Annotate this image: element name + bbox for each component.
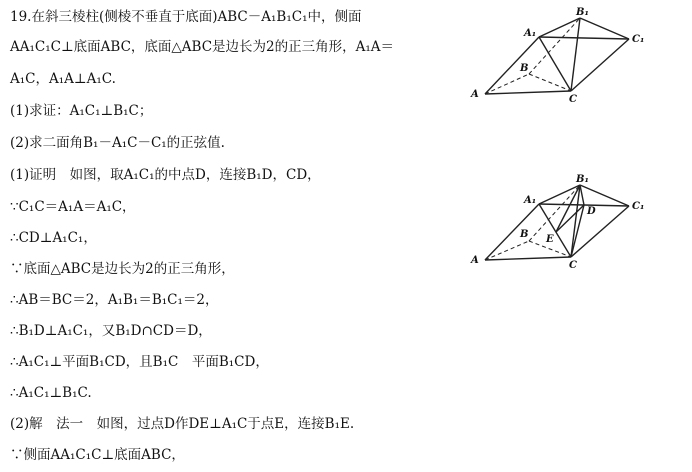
edge-BB1 [529, 185, 580, 241]
label-C1: C₁ [632, 34, 645, 45]
solution-line-9: (2)解 法一 如图，过点D作DE⊥A₁C于点E，连接B₁E. [10, 416, 355, 432]
edge-A1C1 [539, 37, 629, 39]
problem-line-2: AA₁C₁C⊥底面ABC，底面△ABC是边长为2的正三角形，A₁A＝ [10, 39, 395, 55]
label-B: B [520, 229, 529, 240]
edge-AC [485, 91, 571, 94]
edge-BC [529, 74, 571, 91]
label-E: E [546, 234, 554, 245]
prism-figure-1 [468, 2, 688, 102]
edge-B1C1 [580, 18, 629, 39]
solution-line-4: ∵底面△ABC是边长为2的正三角形， [10, 261, 235, 277]
label-C: C [569, 260, 577, 271]
solution-line-1: (1)证明 如图，取A₁C₁的中点D，连接B₁D，CD， [10, 167, 321, 183]
problem-line-3: A₁C，A₁A⊥A₁C. [10, 71, 116, 87]
edge-BB1 [529, 18, 580, 74]
edge-CC1 [571, 206, 629, 257]
edge-AA1 [485, 204, 539, 260]
edge-A1B1 [539, 18, 580, 37]
edge-B1D [580, 185, 584, 205]
solution-line-3: ∴CD⊥A₁C₁， [10, 230, 97, 246]
solution-line-7: ∴A₁C₁⊥平面B₁CD，且B₁C 平面B₁CD， [10, 354, 269, 370]
solution-line-5: ∴AB＝BC＝2，A₁B₁＝B₁C₁＝2， [10, 292, 219, 308]
prism-figure-2-svg [468, 172, 688, 272]
edge-CD [571, 205, 584, 257]
prism-figure-2 [468, 172, 688, 272]
solution-line-2: ∵C₁C＝A₁A＝A₁C， [10, 199, 136, 215]
edge-AA1 [485, 37, 539, 94]
problem-line-1: 19.在斜三棱柱(侧棱不垂直于底面)ABC－A₁B₁C₁中，侧面 [10, 9, 362, 25]
prism-figure-1-svg [468, 2, 688, 102]
edge-B1C [571, 185, 580, 257]
label-A: A [471, 89, 479, 100]
label-B: B [520, 63, 529, 74]
solution-line-6: ∴B₁D⊥A₁C₁，又B₁D∩CD＝D， [10, 323, 212, 339]
edge-A1B1 [539, 185, 580, 204]
edge-CC1 [571, 39, 629, 91]
label-C1: C₁ [632, 201, 645, 212]
label-D: D [587, 206, 596, 217]
label-C: C [569, 94, 577, 102]
edge-AC [485, 257, 571, 260]
label-B1: B₁ [576, 174, 589, 185]
solution-line-8: ∴A₁C₁⊥B₁C. [10, 385, 92, 401]
problem-line-5: (2)求二面角B₁－A₁C－C₁的正弦值. [10, 135, 225, 151]
label-A: A [471, 255, 479, 266]
problem-line-4: (1)求证：A₁C₁⊥B₁C； [10, 103, 153, 119]
label-B1: B₁ [576, 7, 589, 18]
edge-DE [556, 205, 584, 232]
solution-line-10: ∵侧面AA₁C₁C⊥底面ABC， [10, 447, 185, 463]
edge-B1C [571, 18, 580, 91]
edge-B1C1 [580, 185, 629, 206]
edge-AB [485, 74, 529, 94]
label-A1: A₁ [524, 28, 537, 39]
edge-AB [485, 241, 529, 260]
label-A1: A₁ [524, 195, 537, 206]
